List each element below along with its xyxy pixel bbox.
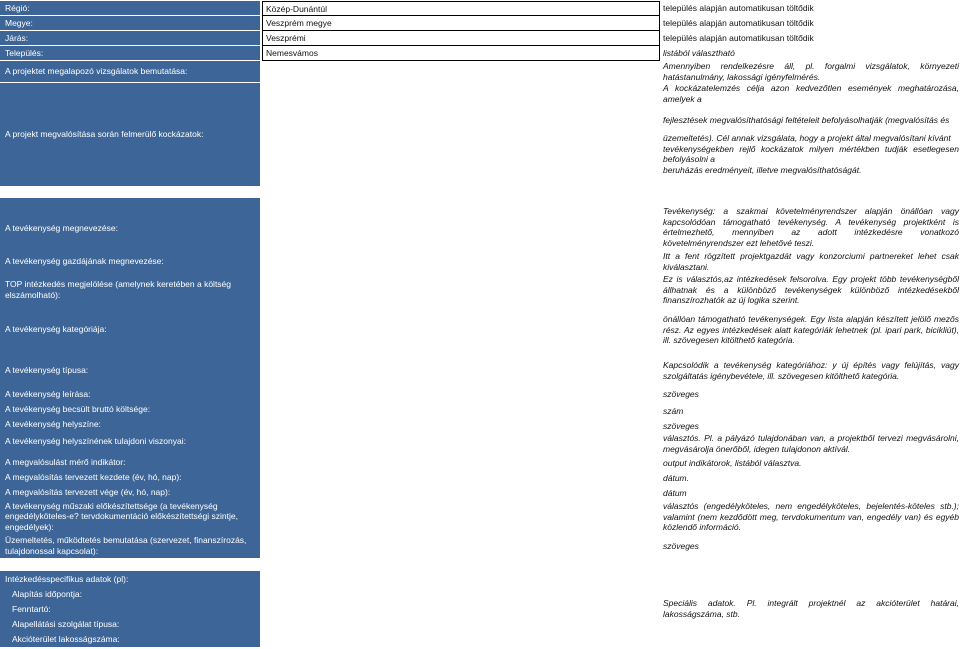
district-note: település alapján automatikusan töltődik — [663, 33, 814, 44]
activity-owner-note: Itt a fent rögzített projektgazdát vagy konzorciumi partnereket lehet csak kiválasztani. — [663, 251, 959, 272]
region-note: település alapján automatikusan töltődik — [663, 3, 814, 14]
indicator-note: output indikátorok, listából választva. — [663, 458, 802, 468]
risks-label: A projekt megvalósítása során felmerülő kockázatok: — [0, 83, 260, 187]
technical-readiness-label: A tevékenység műszaki előkészítettsége (a tevékenység engedélyköteles-e? tervdokumentáció előkészítettségi szintje, engedélyek): — [5, 500, 238, 532]
settlement-value[interactable]: Nemesvámos — [262, 46, 660, 61]
risks-note-line: beruházás eredményeit, illetve megvalósíthatóságát. — [663, 164, 862, 175]
activity-location-label: A tevékenység helyszíne: — [5, 419, 101, 430]
technical-readiness-note: választós (engedélyköteles, nem engedélyköteles, bejelentés-köteles stb.); valamint (nem kezdődött meg, tervdokumentum van, engedély van) és egyéb közlendő információ. — [663, 501, 959, 533]
maintainer-label: Fenntartó: — [12, 604, 51, 615]
indicator-label: A megvalósulást mérő indikátor: — [5, 457, 126, 468]
end-date-note: dátum — [663, 488, 687, 498]
feasibility-label: A projektet megalapozó vizsgálatok bemutatása: — [0, 61, 260, 83]
row-settlement — [0, 46, 960, 61]
activity-category-note: önállóan támogatható tevékenységek. Egy lista alapján készített jelölő mezős rész. Az egyes intézkedések alatt kategóriák lehetnek (pl. ipari park, bicikliút), ill. szövegesen kitölthető kategória. — [663, 314, 959, 346]
activity-name-label: A tevékenység megnevezése: — [5, 222, 118, 233]
founding-date-label: Alapítás időpontja: — [12, 589, 82, 600]
operation-note: szöveges — [663, 541, 699, 551]
county-label: Megye: — [0, 16, 260, 31]
top-measure-note: Ez is választós,az intézkedések felsorolva. Egy projekt több tevékenységből állhatnak és a különböző tevékenységek különböző intézkedésekből finanszírozhatók az új logika szerint. — [663, 274, 959, 306]
settlement-note: listából választható — [663, 48, 735, 59]
row-risks — [0, 83, 960, 187]
activity-category-label: A tevékenység kategóriája: — [5, 323, 107, 334]
activity-cost-label: A tevékenység becsült bruttó költsége: — [5, 404, 151, 415]
activity-description-label: A tevékenység leírása: — [5, 389, 91, 400]
region-value[interactable]: Közép-Dunántúl — [262, 1, 660, 16]
row-region — [0, 1, 960, 16]
activity-type-label: A tevékenység típusa: — [5, 364, 89, 375]
start-date-note: dátum. — [663, 473, 689, 483]
start-date-label: A megvalósítás tervezett kezdete (év, hó, nap): — [5, 472, 182, 483]
top-measure-label: TOP intézkedés megjelölése (amelynek keretében a költség elszámolható): — [5, 279, 232, 300]
primary-care-type-label: Alapellátási szolgálat típusa: — [12, 619, 120, 630]
risks-note-line: üzemeltetés). Cél annak vizsgálata, hogy a projekt által megvalósítani kívánt — [663, 132, 951, 143]
district-label: Járás: — [0, 31, 260, 46]
district-value[interactable]: Veszprémi — [262, 31, 660, 46]
location-ownership-label: A tevékenység helyszínének tulajdoni viszonyai: — [5, 436, 186, 447]
activity-type-note: Kapcsolódik a tevékenység kategóriához: y új építés vagy felújítás, vagy szolgáltatás igénybevétele, ill. szövegesen kitölthető kategória. — [663, 360, 959, 381]
risks-note — [663, 83, 959, 175]
specific-data-note: Speciális adatok. Pl. integrált projektnél az akcióterület határai, lakosságszáma, stb. — [663, 598, 959, 619]
risks-note-line: A kockázatelemzés célja azon kedvezőtlen események meghatározása, amelyek a — [663, 83, 959, 104]
action-area-population-label: Akcióterület lakosságszáma: — [12, 634, 120, 645]
location-ownership-note: választós. Pl. a pályázó tulajdonában van, a projektből tervezi megvásárolni, megvásárolja önerőből, idegen tulajdonon aktívál. — [663, 433, 959, 454]
row-feasibility — [0, 61, 960, 83]
risks-note-line: fejlesztések megvalósíthatósági feltételeit befolyásolhatják (megvalósítás és — [663, 115, 950, 126]
row-county — [0, 16, 960, 31]
county-value[interactable]: Veszprém megye — [262, 16, 660, 31]
activity-owner-label: A tevékenység gazdájának megnevezése: — [5, 255, 164, 266]
activity-description-note: szöveges — [663, 389, 699, 399]
activity-name-note: Tevékenység: a szakmai követelményrendszer alapján önállóan vagy kapcsolódóan támogatható tevékenység. A tevékenység projektként is értelmezhető, mennyiben az adott intézkedésre vonatkozó követelményrendszer ezt lehetővé teszi. — [663, 206, 959, 248]
feasibility-note: Amennyiben rendelkezésre áll, pl. forgalmi vizsgálatok, környezeti hatástanulmány, lakossági igényfelmérés. — [663, 61, 959, 82]
row-district — [0, 31, 960, 46]
settlement-label: Település: — [0, 46, 260, 61]
specific-data-label: Intézkedésspecifikus adatok (pl): — [5, 574, 129, 585]
operation-label: Üzemeltetés, működtetés bemutatása (szervezet, finanszírozás, tulajdonossal kapcsolat): — [5, 535, 247, 556]
activity-cost-note: szám — [663, 406, 684, 416]
county-note: település alapján automatikusan töltődik — [663, 18, 814, 29]
region-label: Régió: — [0, 1, 260, 16]
risks-note-line: tevékenységekben rejlő kockázatok milyen mértékben tudják esetlegesen befolyásolni a — [663, 143, 959, 165]
end-date-label: A megvalósítás tervezett vége (év, hó, nap): — [5, 487, 171, 498]
activity-location-note: szöveges — [663, 421, 699, 431]
